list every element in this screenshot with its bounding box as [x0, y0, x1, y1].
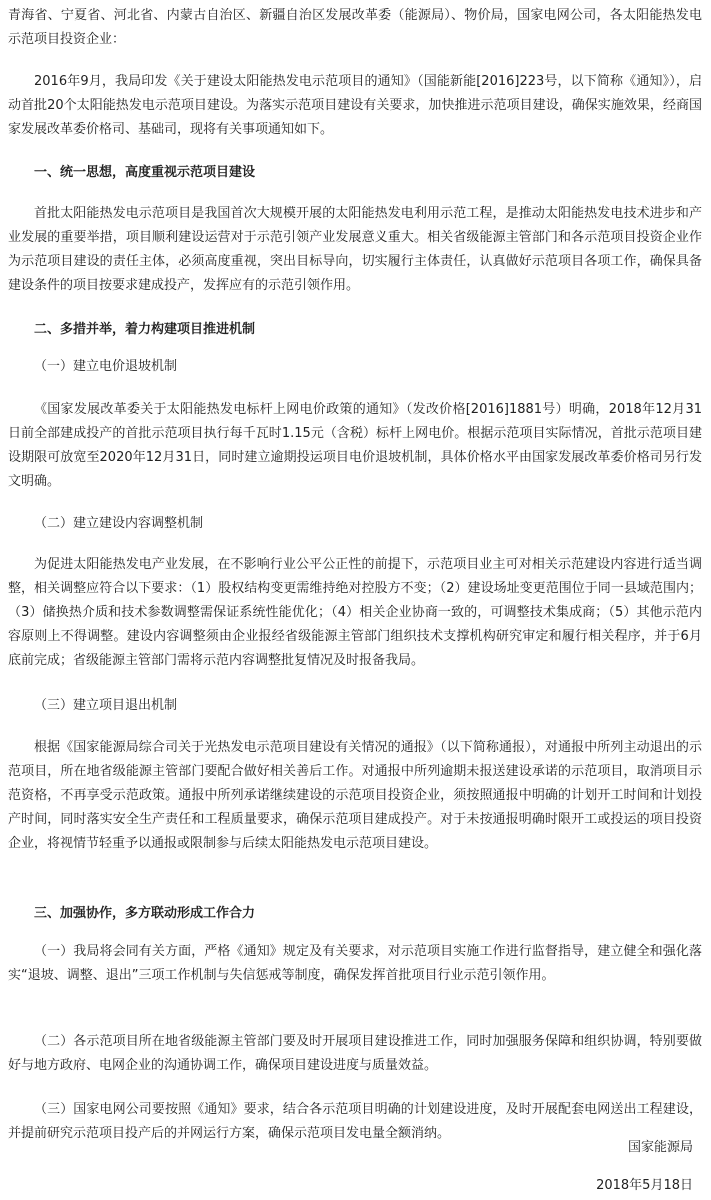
paragraph-3-1: （一）我局将会同有关方面，严格《通知》规定及有关要求，对示范项目实施工作进行监督指导，建立健全和强化落实“退坡、调整、退出”三项工作机制与失信惩戒等制度，确保发挥首批项目行业示范引领作用。	[8, 944, 702, 983]
intro-paragraph: 2016年9月，我局印发《关于建设太阳能热发电示范项目的通知》（国能新能[2016]223号，以下简称《通知》），启动首批20个太阳能热发电示范项目建设。为落实示范项目建设有关要求，加快推进示范项目建设，确保实施效果，经商国家发展改革委价格司、基础司，现将有关事项通知如下。	[8, 74, 702, 137]
paragraph-2-3: 根据《国家能源局综合司关于光热发电示范项目建设有关情况的通报》（以下简称通报），对通报中所列主动退出的示范项目，所在地省级能源主管部门要配合做好相关善后工作。对通报中所列逾期未报送建设承诺的示范项目，取消项目示范资格，不再享受示范政策。通报中所列承诺继续建设的示范项目投资企业，须按照通报中明确的计划开工时间和计划投产时间，同时落实安全生产责任和工程质量要求，确保示范项目建成投产。对于未按通报明确时限开工或投运的项目投资企业，将视情节轻重予以通报或限制参与后续太阳能热发电示范项目建设。	[8, 740, 702, 851]
section-heading-3: 三、加强协作，多方联动形成工作合力	[34, 906, 256, 921]
paragraph-2-1: 《国家发展改革委关于太阳能热发电标杆上网电价政策的通知》（发改价格[2016]1881号）明确，2018年12月31日前全部建成投产的首批示范项目执行每千瓦时1.15元（含税）标杆上网电价。根据示范项目实际情况，首批示范项目建设期限可放宽至2020年12月31日，同时建立逾期投运项目电价退坡机制，具体价格水平由国家发展改革委价格司另行发文明确。	[8, 402, 702, 489]
subheading-2-2: （二）建立建设内容调整机制	[34, 516, 204, 531]
section-heading-2: 二、多措并举，着力构建项目推进机制	[34, 322, 256, 337]
subheading-2-3: （三）建立项目退出机制	[34, 698, 178, 713]
signature-date: 2018年5月18日	[596, 1178, 693, 1193]
section-1-paragraph: 首批太阳能热发电示范项目是我国首次大规模开展的太阳能热发电利用示范工程，是推动太阳能热发电技术进步和产业发展的重要举措，项目顺利建设运营对于示范引领产业发展意义重大。相关省级能源主管部门和各示范项目投资企业作为示范项目建设的责任主体，必须高度重视，突出目标导向，切实履行主体责任，认真做好示范项目各项工作，确保具备建设条件的项目按要求建成投产，发挥应有的示范引领作用。	[8, 206, 702, 293]
paragraph-3-3: （三）国家电网公司要按照《通知》要求，结合各示范项目明确的计划建设进度，及时开展配套电网送出工程建设，并提前研究示范项目投产后的并网运行方案，确保示范项目发电量全额消纳。	[8, 1102, 702, 1141]
paragraph-3-2: （二）各示范项目所在地省级能源主管部门要及时开展项目建设推进工作，同时加强服务保障和组织协调，特别要做好与地方政府、电网企业的沟通协调工作，确保项目建设进度与质量效益。	[8, 1034, 702, 1073]
section-heading-1: 一、统一思想，高度重视示范项目建设	[34, 165, 256, 180]
recipient-paragraph: 青海省、宁夏省、河北省、内蒙古自治区、新疆自治区发展改革委（能源局）、物价局，国家电网公司，各太阳能热发电示范项目投资企业：	[8, 8, 702, 47]
paragraph-2-2: 为促进太阳能热发电产业发展，在不影响行业公平公正性的前提下，示范项目业主可对相关示范建设内容进行适当调整，相关调整应符合以下要求：（1）股权结构变更需维持绝对控股方不变；（2）建设场址变更范围位于同一县域范围内；（3）储换热介质和技术参数调整需保证系统性能优化；（4）相关企业协商一致的，可调整技术集成商；（5）其他示范内容原则上不得调整。建设内容调整须由企业报经省级能源主管部门组织技术支撑机构研究审定和履行相关程序，并于6月底前完成；省级能源主管部门需将示范内容调整批复情况及时报备我局。	[8, 557, 702, 668]
subheading-2-1: （一）建立电价退坡机制	[34, 359, 178, 374]
signature-org: 国家能源局	[627, 1140, 693, 1155]
